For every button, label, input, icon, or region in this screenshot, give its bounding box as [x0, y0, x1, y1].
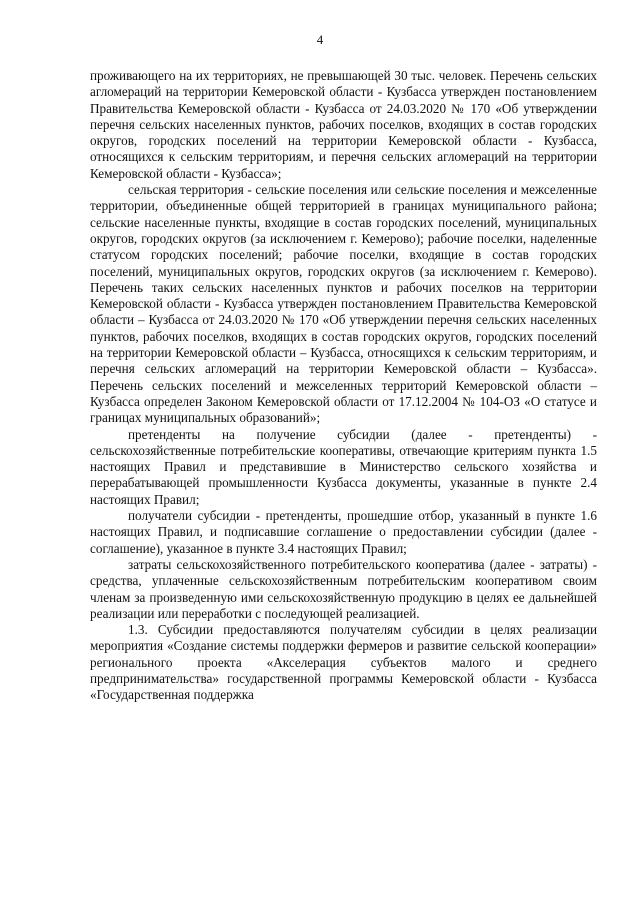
paragraph-recipients: получатели субсидии - претенденты, прошедшие отбор, указанный в пункте 1.6 настоящих Правил, и подписавшие соглашение о предоставлении субсидии (далее - соглашение), указанное в пункте 3.4 настоящих Правил;	[90, 508, 597, 556]
document-body	[90, 68, 597, 704]
paragraph-section-1-3: 1.3. Субсидии предоставляются получателям субсидии в целях реализации мероприятия «Создание системы поддержки фермеров и развитие сельской кооперации» регионального проекта «Акселерация субъектов малого и среднего предпринимательства» государственной программы Кемеровской области - Кузбасса «Государственная поддержка	[90, 622, 597, 703]
paragraph-applicants: претенденты на получение субсидии (далее - претенденты) - сельскохозяйственные потребительские кооперативы, отвечающие критериям пункта 1.5 настоящих Правил и представившие в Министерство сельского хозяйства и перерабатывающей промышленности Кузбасса документы, указанные в пункте 2.4 настоящих Правил;	[90, 426, 597, 507]
paragraph-rural-territory: сельская территория - сельские поселения или сельские поселения и межселенные территории, объединенные общей территорией в границах муниципального района; сельские населенные пункты, входящие в состав городских поселений, муниципальных округов, городских округов (за исключением г. Кемерово); рабочие поселки, наделенные статусом городских поселений; рабочие поселки, входящие в состав городских поселений, муниципальных округов, городских округов (за исключением г. Кемерово). Перечень таких сельских населенных пунктов и рабочих поселков на территории Кемеровской области - Кузбасса утвержден постановлением Правительства Кемеровской области – Кузбасса от 24.03.2020 № 170 «Об утверждении перечня сельских населенных пунктов, рабочих поселков, входящих в состав городских округов, городских поселений на территории Кемеровской области – Кузбасса, относящихся к сельским территориям, и перечня сельских агломераций на территории Кемеровской области – Кузбасса». Перечень сельских поселений и межселенных территорий Кемеровской области – Кузбасса определен Законом Кемеровской области от 17.12.2004 № 104-ОЗ «О статусе и границах муниципальных образований»;	[90, 182, 597, 426]
paragraph-expenses: затраты сельскохозяйственного потребительского кооператива (далее - затраты) - средства, уплаченные сельскохозяйственным потребительским кооперативом своим членам за произведенную ими сельскохозяйственную продукцию в целях ее дальнейшей реализации или переработки с последующей реализацией.	[90, 556, 597, 621]
paragraph-population-limit: проживающего на их территориях, не превышающей 30 тыс. человек. Перечень сельских агломераций на территории Кемеровской области - Кузбасса утвержден постановлением Правительства Кемеровской области - Кузбасса от 24.03.2020 № 170 «Об утверждении перечня сельских населенных пунктов, рабочих поселков, входящих в состав городских округов, городских поселений на территории Кемеровской области - Кузбасса, относящихся к сельским территориям, и перечня сельских агломераций на территории Кемеровской области - Кузбасса»;	[90, 68, 597, 181]
page-number: 4	[316, 32, 324, 47]
